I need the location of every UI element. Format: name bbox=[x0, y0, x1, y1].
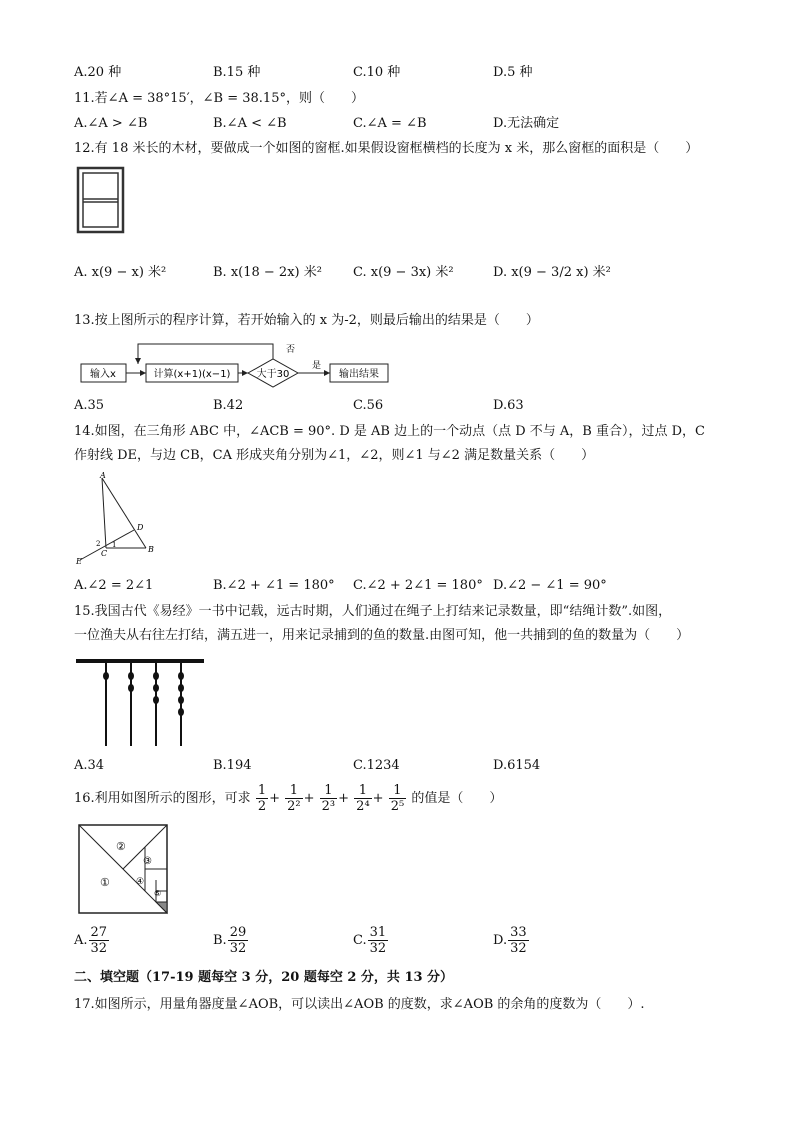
square-division-figure bbox=[78, 824, 170, 916]
fraction-1-16: $\frac{1}{\text{2⁴}}$ bbox=[356, 783, 370, 814]
q14-option-c: C.∠2 + 2∠1 = 180° bbox=[353, 578, 483, 593]
q16-option-b: B. $\frac{29}{32}$ bbox=[213, 925, 247, 956]
q14-option-d: D.∠2 − ∠1 = 90° bbox=[493, 578, 607, 593]
q11-stem: 11.若∠A = 38°15′，∠B = 38.15°，则（ ） bbox=[74, 91, 364, 106]
q15-option-c: C.1234 bbox=[353, 758, 400, 773]
region-3-label: ③ bbox=[143, 856, 152, 867]
label-d: D bbox=[137, 523, 144, 532]
q16-option-d: D. $\frac{33}{32}$ bbox=[493, 925, 527, 956]
angle-1-label: 1 bbox=[112, 541, 117, 549]
q16-stem: 16.利用如图所示的图形，可求 $\frac{1}{2}$ + $\frac{1}{\text{2²}}$ + $\frac{1}{\text{2³}}$ + $\frac{1}{\text{2⁴}}$ + $\frac{1}{\text{2⁵}}$ 的值是（ ） bbox=[74, 783, 503, 814]
q11-option-d: D.无法确定 bbox=[493, 116, 560, 131]
knot-rope-figure bbox=[76, 654, 206, 750]
section-heading: 二、填空题（17-19 题每空 3 分，20 题每空 2 分，共 13 分） bbox=[74, 970, 454, 985]
flow-compute: 计算(x+1)(x−1) bbox=[153, 369, 231, 380]
region-4-label: ④ bbox=[136, 877, 145, 887]
fraction-1-2: $\frac{1}{2}$ bbox=[257, 783, 267, 814]
region-2-label: ② bbox=[116, 840, 126, 853]
window-frame-figure bbox=[76, 166, 126, 236]
q16-option-a: A. $\frac{27}{32}$ bbox=[74, 925, 108, 956]
q14-stem-line1: 14.如图，在三角形 ABC 中，∠ACB = 90°. D 是 AB 边上的一个动点（点 D 不与 A，B 重合），过点 D，C bbox=[74, 424, 705, 439]
label-b: B bbox=[148, 545, 154, 554]
flow-yes-label: 是 bbox=[312, 361, 322, 371]
q12-stem: 12.有 18 米长的木材，要做成一个如图的窗框.如果假设窗框横档的长度为 x 米，那么窗框的面积是（ ） bbox=[74, 141, 699, 156]
q11-option-b: B.∠A < ∠B bbox=[213, 116, 287, 131]
q15-stem-line2: 一位渔夫从右往左打结，满五进一，用来记录捕到的鱼的数量.由图可知，他一共捕到的鱼的数量为（ ） bbox=[74, 628, 690, 643]
angle-2-label: 2 bbox=[96, 540, 101, 548]
q10-option-b: B.15 种 bbox=[213, 65, 261, 80]
flow-output: 输出结果 bbox=[339, 369, 379, 380]
label-a: A bbox=[100, 471, 106, 480]
label-e: E bbox=[76, 557, 82, 566]
q16-option-c: C. $\frac{31}{32}$ bbox=[353, 925, 387, 956]
region-5-label: ⑤ bbox=[154, 889, 162, 898]
knots bbox=[103, 672, 184, 716]
fraction-1-4: $\frac{1}{\text{2²}}$ bbox=[287, 783, 301, 814]
q13-stem: 13.按上图所示的程序计算，若开始输入的 x 为-2，则最后输出的结果是（ ） bbox=[74, 313, 539, 328]
flow-input: 输入x bbox=[90, 369, 116, 380]
q11-option-c: C.∠A = ∠B bbox=[353, 116, 427, 131]
q14-option-b: B.∠2 + ∠1 = 180° bbox=[213, 578, 335, 593]
q12-option-d: D. x(9 − 3/2 x) 米² bbox=[493, 265, 611, 280]
label-c: C bbox=[101, 549, 108, 558]
q15-option-b: B.194 bbox=[213, 758, 252, 773]
q16-stem-suffix: 的值是（ ） bbox=[411, 791, 503, 806]
q10-option-a: A.20 种 bbox=[74, 65, 122, 80]
fraction-1-32: $\frac{1}{\text{2⁵}}$ bbox=[390, 783, 405, 814]
q14-option-a: A.∠2 = 2∠1 bbox=[74, 578, 154, 593]
q11-option-a: A.∠A > ∠B bbox=[74, 116, 148, 131]
q13-option-b: B.42 bbox=[213, 398, 244, 413]
q16-stem-prefix: 16.利用如图所示的图形，可求 bbox=[74, 791, 251, 806]
fraction-1-8: $\frac{1}{\text{2³}}$ bbox=[321, 783, 336, 814]
q15-option-d: D.6154 bbox=[493, 758, 541, 773]
q15-stem-line1: 15.我国古代《易经》一书中记载，远古时期，人们通过在绳子上打结来记录数量，即“结绳计数”.如图， bbox=[74, 604, 672, 619]
flowchart-figure bbox=[80, 338, 400, 388]
q12-option-a: A. x(9 − x) 米² bbox=[74, 265, 167, 280]
triangle-figure bbox=[74, 470, 164, 570]
q13-option-c: C.56 bbox=[353, 398, 384, 413]
region-1-label: ① bbox=[100, 876, 110, 889]
q13-option-d: D.63 bbox=[493, 398, 524, 413]
q10-option-c: C.10 种 bbox=[353, 65, 401, 80]
flow-no-label: 否 bbox=[286, 345, 296, 355]
q15-option-a: A.34 bbox=[74, 758, 105, 773]
q10-option-d: D.5 种 bbox=[493, 65, 533, 80]
q17-stem: 17.如图所示，用量角器度量∠AOB，可以读出∠AOB 的度数，求∠AOB 的余角的度数为（ ）. bbox=[74, 997, 645, 1012]
q12-option-c: C. x(9 − 3x) 米² bbox=[353, 265, 454, 280]
flow-condition: 大于30 bbox=[256, 369, 290, 380]
q13-option-a: A.35 bbox=[74, 398, 105, 413]
q14-stem-line2: 作射线 DE，与边 CB，CA 形成夹角分别为∠1，∠2，则∠1 与∠2 满足数量关系（ ） bbox=[74, 448, 595, 463]
q12-option-b: B. x(18 − 2x) 米² bbox=[213, 265, 322, 280]
